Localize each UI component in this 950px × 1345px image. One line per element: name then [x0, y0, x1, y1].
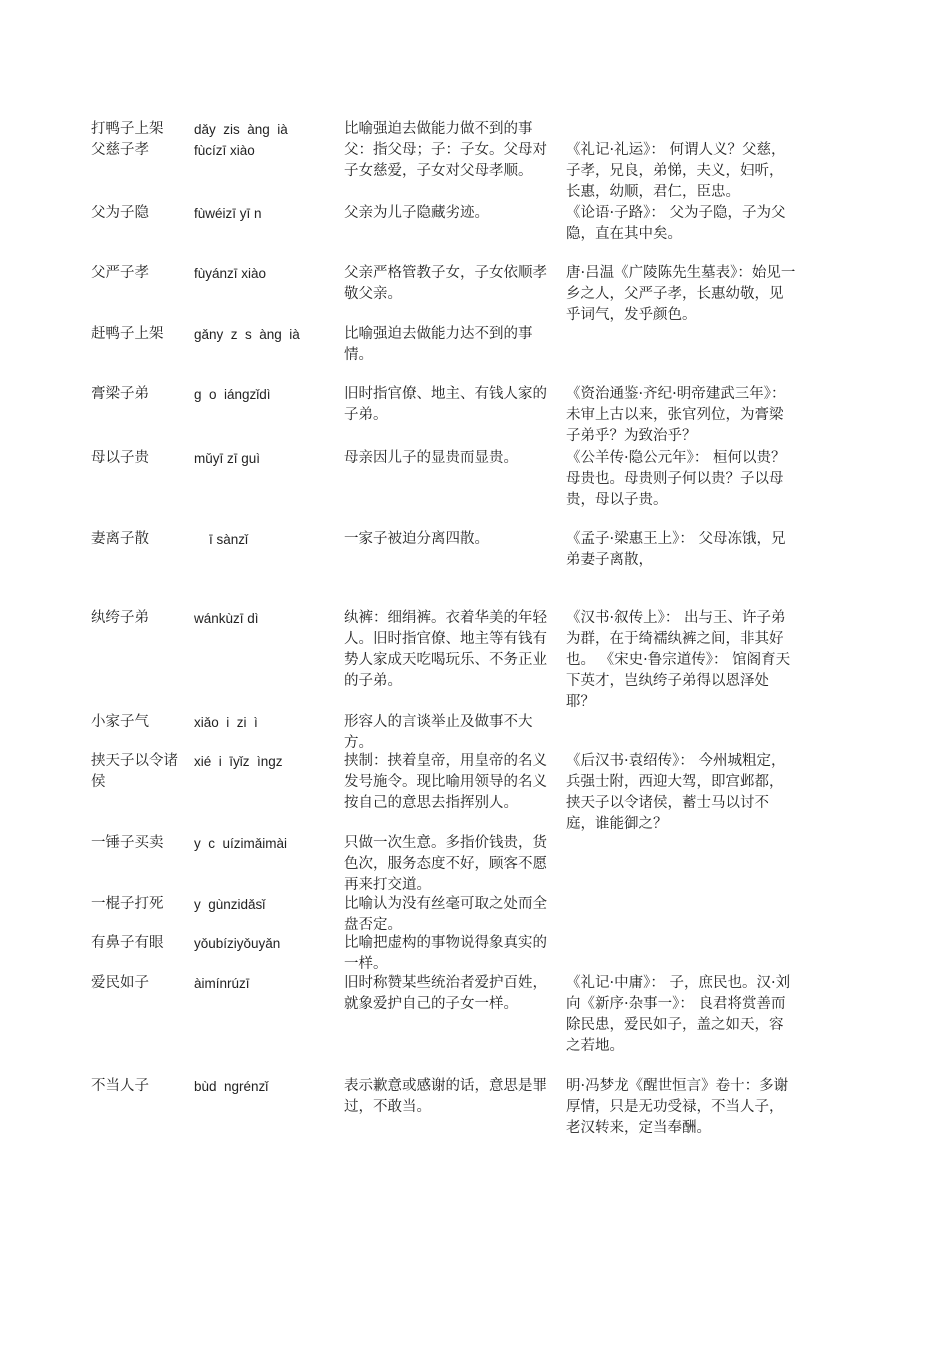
idiom-word: 有鼻子有眼	[91, 935, 164, 951]
idiom-source: 《孟子·梁惠王上》： 父母冻饿，兄弟妻子离散，	[566, 531, 786, 568]
idiom-definition: 只做一次生意。多指价钱贵，货色次，服务态度不好，顾客不愿再来打交道。	[344, 835, 547, 893]
idiom-definition: 比喻把虚构的事物说得象真实的一样。	[344, 935, 547, 972]
idiom-word: 母以子贵	[91, 450, 149, 466]
idiom-word: 赶鸭子上架	[91, 326, 164, 342]
idiom-word: 父慈子孝	[91, 142, 149, 158]
idiom-definition: 形容人的言谈举止及做事不大方。	[344, 714, 533, 751]
idiom-word: 一棍子打死	[91, 896, 164, 912]
idiom-definition: 纨裤：细绢裤。衣着华美的年轻人。旧时指官僚、地主等有钱有势人家成天吃喝玩乐、不务正业的子弟。	[344, 610, 547, 689]
idiom-pinyin: xié i īyǐz ìngz	[194, 754, 283, 769]
idiom-word: 小家子气	[91, 714, 149, 730]
idiom-definition: 表示歉意或感谢的话，意思是罪过，不敢当。	[344, 1078, 547, 1115]
idiom-source: 明·冯梦龙《醒世恒言》卷十：多谢厚情，只是无功受禄，不当人子，老汉转来，定当奉酬。	[566, 1078, 789, 1136]
idiom-definition: 旧时指官僚、地主、有钱人家的子弟。	[344, 386, 547, 423]
idiom-pinyin: fùcízī xiào	[194, 143, 255, 158]
idiom-source: 《礼记·中庸》： 子，庶民也。汉·刘向《新序·杂事一》： 良君将赏善而除民患，爱民如子，盖之如天，容之若地。	[566, 975, 791, 1054]
idiom-definition: 母亲因儿子的显贵而显贵。	[344, 450, 518, 466]
idiom-pinyin: wánkùzī dì	[194, 611, 259, 626]
idiom-pinyin: yǒubíziyǒuyǎn	[194, 936, 281, 951]
idiom-word: 膏梁子弟	[91, 386, 149, 402]
idiom-definition: 挟制：挟着皇帝，用皇帝的名义发号施令。现比喻用领导的名义按自己的意思去指挥别人。	[344, 753, 547, 811]
idiom-source: 《汉书·叙传上》： 出与王、许子弟为群，在于绮襦纨裤之间，非其好也。 《宋史·鲁宗道传》： 馆阁育天下英才，岂纨绔子弟得以恩泽处耶？	[566, 610, 791, 710]
idiom-word: 父为子隐	[91, 205, 149, 221]
idiom-pinyin: fùyánzī xiào	[194, 266, 267, 281]
idiom-pinyin: dǎy zis àng ià	[194, 122, 288, 137]
idiom-source: 《礼记·礼运》： 何谓人义？父慈，子孝，兄良，弟悌，夫义，妇听，长惠，幼顺，君仁，臣忠。	[566, 142, 786, 200]
idiom-pinyin: gǎny z s àng ià	[194, 327, 300, 342]
idiom-source: 《资治通鉴·齐纪·明帝建武三年》： 未审上古以来，张官列位，为膏梁子弟乎？为致治乎？	[566, 386, 786, 444]
idiom-definition: 旧时称赞某些统治者爱护百姓，就象爱护自己的子女一样。	[344, 975, 547, 1012]
idiom-definition: 比喻认为没有丝毫可取之处而全盘否定。	[344, 896, 547, 933]
idiom-definition: 比喻强迫去做能力做不到的事	[344, 121, 533, 137]
idiom-pinyin: y c uízimǎimài	[194, 836, 288, 851]
idiom-word: 打鸭子上架	[91, 121, 164, 137]
idiom-pinyin: ī sànzǐ	[194, 532, 249, 547]
idiom-pinyin: mǔyī zī guì	[194, 451, 261, 466]
idiom-definition: 父：指父母；子：子女。父母对子女慈爱，子女对父母孝顺。	[344, 142, 547, 179]
idiom-word: 妻离子散	[91, 531, 149, 547]
idiom-word: 不当人子	[91, 1078, 149, 1094]
idiom-word: 纨绔子弟	[91, 610, 149, 626]
idiom-source: 《公羊传·隐公元年》： 桓何以贵？母贵也。母贵则子何以贵？子以母贵，母以子贵。	[566, 450, 786, 508]
idiom-definition: 父亲严格管教子女，子女依顺孝敬父亲。	[344, 265, 547, 302]
idiom-definition: 一家子被迫分离四散。	[344, 531, 489, 547]
idiom-source: 唐·吕温《广陵陈先生墓表》：始见一乡之人，父严子孝，长惠幼敬，见乎词气，发乎颜色。	[566, 265, 796, 323]
idiom-word: 父严子孝	[91, 265, 149, 281]
idiom-word: 挟天子以令诸侯	[91, 753, 178, 790]
idiom-definition: 比喻强迫去做能力达不到的事情。	[344, 326, 533, 363]
idiom-pinyin: g o iángzǐdì	[194, 387, 271, 402]
idiom-pinyin: fùwéizī yī n	[194, 206, 262, 221]
idiom-pinyin: xiǎo i zi ì	[194, 715, 258, 730]
idiom-pinyin: bùd ngrénzǐ	[194, 1079, 269, 1094]
idiom-word: 爱民如子	[91, 975, 149, 991]
idiom-source: 《后汉书·袁绍传》： 今州城粗定，兵强士附，西迎大驾，即宫邺都，挟天子以令诸侯，蓄士马以讨不庭，谁能御之？	[566, 753, 786, 832]
idiom-pinyin: y gùnzidǎsǐ	[194, 897, 266, 912]
idiom-definition: 父亲为儿子隐藏劣迹。	[344, 205, 489, 221]
idiom-pinyin: àimínrúzī	[194, 976, 250, 991]
idiom-source: 《论语·子路》： 父为子隐，子为父隐，直在其中矣。	[566, 205, 786, 242]
idiom-word: 一锤子买卖	[91, 835, 164, 851]
